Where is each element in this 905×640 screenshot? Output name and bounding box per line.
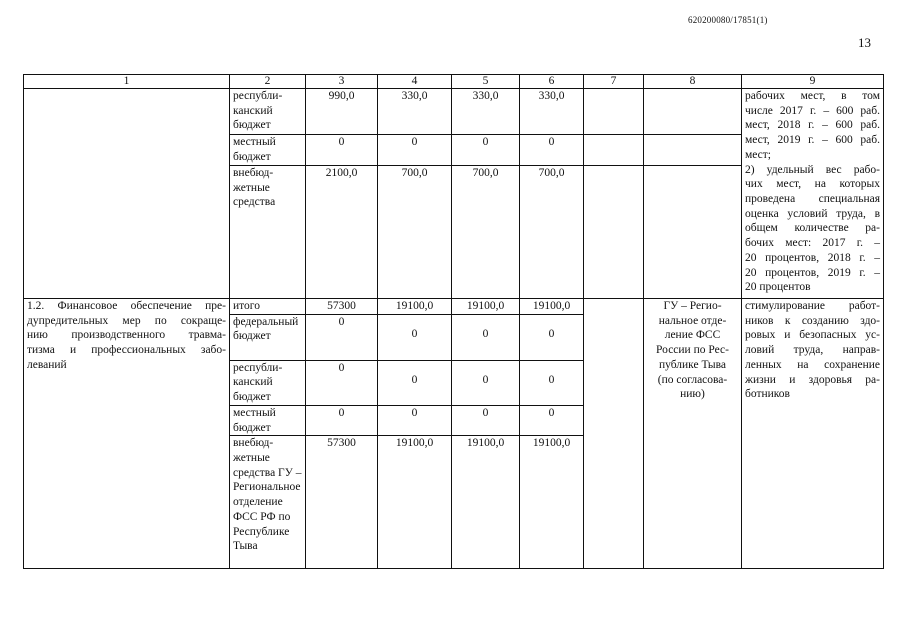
value-2018: 330,0	[452, 89, 520, 135]
col-header-9: 9	[742, 75, 884, 89]
text-line: ление ФСС	[664, 329, 721, 342]
funding-source: республиканский бюджет	[230, 360, 306, 405]
value-2018: 0	[452, 405, 520, 435]
value-2017: 0	[378, 314, 452, 360]
text-line: ников к созданию здо-	[745, 314, 880, 327]
text-line: тизма и профессиональных забо-	[27, 344, 226, 357]
funding-source: федеральный бюджет	[230, 314, 306, 360]
value-total: 0	[306, 360, 378, 405]
funding-source: внебюджетные средства	[230, 166, 306, 299]
text-line: дупредительных мер по сокраще-	[27, 314, 226, 327]
value-2018: 700,0	[452, 166, 520, 299]
document-code: 620200080/17851(1)	[688, 15, 768, 25]
value-2018: 19100,0	[452, 299, 520, 315]
value-2018: 19100,0	[452, 436, 520, 569]
value-total: 0	[306, 405, 378, 435]
text-line: общем количестве ра-	[745, 222, 880, 235]
text-line: жизни и здоровья ра-	[745, 373, 880, 386]
header-row	[24, 75, 884, 89]
text-line: мест, 2019 г. – 600 раб.	[745, 134, 880, 147]
value-2017: 700,0	[378, 166, 452, 299]
value-total: 57300	[306, 436, 378, 569]
text-line: 1.2. Финансовое обеспечение пре-	[27, 300, 226, 312]
value-2019: 700,0	[520, 166, 584, 299]
text-line: бочих мест: 2017 г. –	[745, 237, 880, 250]
col8-cell	[644, 166, 742, 299]
funding-source: местный бюджет	[230, 135, 306, 166]
value-2017: 19100,0	[378, 436, 452, 569]
funding-source: республиканский бюджет	[230, 89, 306, 135]
value-total: 57300	[306, 299, 378, 315]
text-line: проведена специальная	[745, 193, 880, 206]
text-line: публике Тыва	[658, 358, 727, 371]
text-line: нальное отде-	[658, 314, 727, 327]
text-line: мест, 2018 г. – 600 раб.	[745, 119, 880, 132]
indicators-cell	[742, 299, 884, 569]
value-2019: 0	[520, 405, 584, 435]
col7-cell	[584, 166, 644, 299]
indicators-cell	[742, 89, 884, 299]
col-header-6: 6	[520, 75, 584, 89]
value-2019: 19100,0	[520, 436, 584, 569]
col8-cell	[644, 135, 742, 166]
value-2017: 0	[378, 360, 452, 405]
text-line: нию производственного травма-	[27, 329, 226, 342]
value-2018: 0	[452, 360, 520, 405]
text-line: ровых и безопасных ус-	[745, 329, 880, 342]
col-header-5: 5	[452, 75, 520, 89]
executor-cell	[644, 299, 742, 569]
value-2019: 19100,0	[520, 299, 584, 315]
text-line: (по согласова-	[657, 373, 728, 386]
funding-source: итого	[230, 299, 306, 315]
value-total: 0	[306, 314, 378, 360]
text-line: 2) удельный вес рабо-	[745, 163, 880, 176]
col-header-4: 4	[378, 75, 452, 89]
value-2019: 0	[520, 314, 584, 360]
value-2018: 0	[452, 135, 520, 166]
col-header-3: 3	[306, 75, 378, 89]
value-2019: 330,0	[520, 89, 584, 135]
col7-cell	[584, 89, 644, 135]
text-line: России по Рес-	[656, 344, 729, 357]
text-line: ленных на сохранение	[745, 358, 880, 371]
value-2017: 0	[378, 135, 452, 166]
col-header-1: 1	[24, 75, 230, 89]
page-number: 13	[858, 35, 871, 50]
col-header-8: 8	[644, 75, 742, 89]
text-line: числе 2017 г. – 600 раб.	[745, 104, 880, 117]
text-line: нию)	[680, 388, 705, 401]
measure-cell-empty	[24, 89, 230, 299]
col-header-2: 2	[230, 75, 306, 89]
value-2017: 0	[378, 405, 452, 435]
col7-cell	[584, 135, 644, 166]
text-line: 20 процентов, 2018 г. –	[745, 251, 880, 264]
funding-source: внебюджетные средства ГУ – Региональное отделение ФСС РФ по Республике Тыва	[230, 436, 306, 569]
text-line: 20 процентов	[745, 281, 811, 294]
text-line: ботников	[745, 388, 790, 401]
text-line: чих мест, на которых	[745, 178, 880, 191]
value-total: 0	[306, 135, 378, 166]
text-line: ГУ – Регио-	[663, 300, 722, 312]
text-line: леваний	[27, 358, 67, 371]
text-line: ловий труда, направ-	[745, 344, 880, 357]
funding-source: местный бюджет	[230, 405, 306, 435]
col-header-7: 7	[584, 75, 644, 89]
table-row	[24, 299, 884, 315]
value-2019: 0	[520, 135, 584, 166]
value-2019: 0	[520, 360, 584, 405]
value-total: 2100,0	[306, 166, 378, 299]
value-total: 990,0	[306, 89, 378, 135]
measure-title-cell	[24, 299, 230, 569]
text-line: рабочих мест, в том	[745, 90, 880, 102]
text-line: стимулирование работ-	[745, 300, 880, 312]
text-line: 20 процентов, 2019 г. –	[745, 266, 880, 279]
table-row	[24, 89, 884, 135]
value-2017: 330,0	[378, 89, 452, 135]
text-line: мест;	[745, 148, 771, 161]
program-table	[23, 74, 884, 569]
col7-cell	[584, 299, 644, 569]
text-line: оценка условий труда, в	[745, 207, 880, 220]
col8-cell	[644, 89, 742, 135]
value-2018: 0	[452, 314, 520, 360]
value-2017: 19100,0	[378, 299, 452, 315]
